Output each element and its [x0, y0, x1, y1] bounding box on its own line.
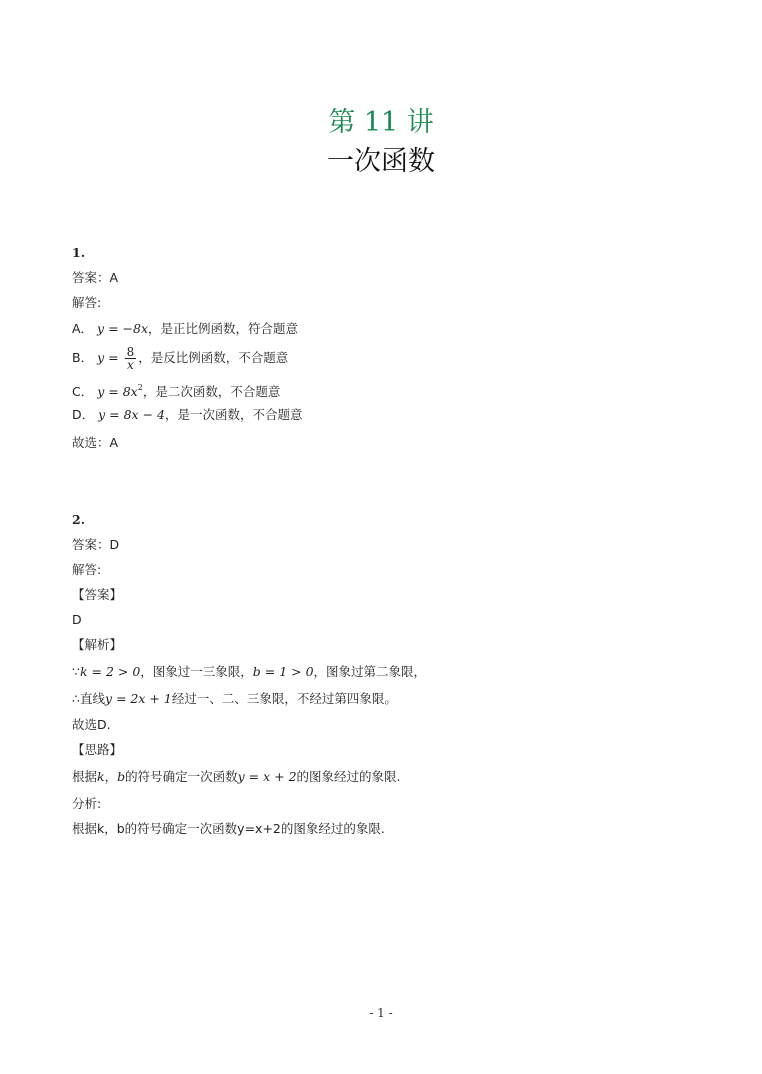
q2-line1-text2: ，图象过第二象限， — [313, 664, 427, 679]
q2-k-condition: k = 2 > 0 — [79, 664, 141, 679]
q2-answer-value: D — [72, 612, 82, 627]
q2-answer-tag: 【答案】 — [72, 587, 123, 602]
q2-line1-text1: ，图象过一三象限， — [140, 664, 253, 679]
q1-option-d-text: ，是一次函数，不合题意 — [164, 407, 303, 422]
q2-thinking-text — [72, 769, 401, 785]
q2-answer: 答案：D — [72, 537, 120, 552]
q2-analysis-tag: 【解析】 — [72, 637, 123, 652]
q2-thinking-sep: ， — [104, 769, 118, 784]
q1-choice: 故选：A — [72, 435, 119, 450]
q2-thinking-k: k — [97, 769, 105, 784]
q1-solution-label: 解答: — [72, 295, 102, 310]
q1-option-c-prefix: C． — [72, 384, 94, 399]
q2-thinking-mid: 的符号确定一次函数 — [125, 769, 238, 784]
q2-fenxi-text: 根据k，b的符号确定一次函数y=x+2的图象经过的象限. — [72, 821, 385, 836]
q1-option-c — [72, 380, 280, 400]
lesson-title: 第 11 讲 — [328, 107, 434, 138]
q1-option-d-prefix: D． — [72, 407, 95, 422]
q1-option-c-exponent: 2 — [137, 383, 143, 392]
q1-option-d — [72, 407, 303, 423]
q1-option-a — [72, 321, 298, 337]
q2-thinking-post: 的图象经过的象限. — [296, 769, 401, 784]
q1-option-b-fraction — [125, 346, 137, 371]
q1-option-a-prefix: A． — [72, 321, 94, 336]
fraction-denominator: x — [126, 358, 134, 372]
q1-option-c-text: ，是二次函数，不合题意 — [142, 384, 281, 399]
therefore-symbol: ∴直线 — [72, 691, 105, 706]
q2-number: 2. — [72, 512, 86, 527]
q1-option-b — [72, 345, 288, 371]
page-number: - 1 - — [369, 1006, 393, 1020]
q2-choice: 故选D. — [72, 717, 111, 732]
fraction-numerator: 8 — [126, 345, 135, 359]
q2-thinking-pre: 根据 — [72, 769, 98, 784]
q2-solution-label: 解答: — [72, 562, 102, 577]
q2-line-equation: y = 2x + 1 — [104, 691, 172, 706]
because-symbol: ∵ — [72, 664, 80, 679]
q2-thinking-tag: 【思路】 — [72, 742, 123, 757]
q1-option-d-math: y = 8x − 4 — [98, 407, 165, 422]
q2-b-condition: b = 1 > 0 — [252, 664, 314, 679]
q2-thinking-math: y = x + 2 — [237, 769, 297, 784]
topic-title: 一次函数 — [327, 146, 435, 177]
q1-option-a-math: y = −8x — [97, 321, 149, 336]
q1-option-a-text: ，是正比例函数，符合题意 — [148, 321, 299, 336]
q2-fenxi-label: 分析: — [72, 796, 102, 811]
q2-analysis-line-2 — [72, 691, 397, 707]
q1-number: 1. — [72, 245, 86, 260]
q1-answer: 答案：A — [72, 270, 119, 285]
q1-option-b-lhs: y = — [97, 350, 119, 365]
q1-option-c-math: y = 8x — [97, 384, 138, 399]
q2-thinking-b: b — [117, 769, 126, 784]
q2-line2-text: 经过一、二、三象限，不经过第四象限。 — [171, 691, 397, 706]
q1-option-b-text: ，是反比例函数，不合题意 — [138, 350, 289, 365]
q2-analysis-line-1 — [72, 664, 426, 680]
q1-option-b-prefix: B． — [72, 350, 94, 365]
